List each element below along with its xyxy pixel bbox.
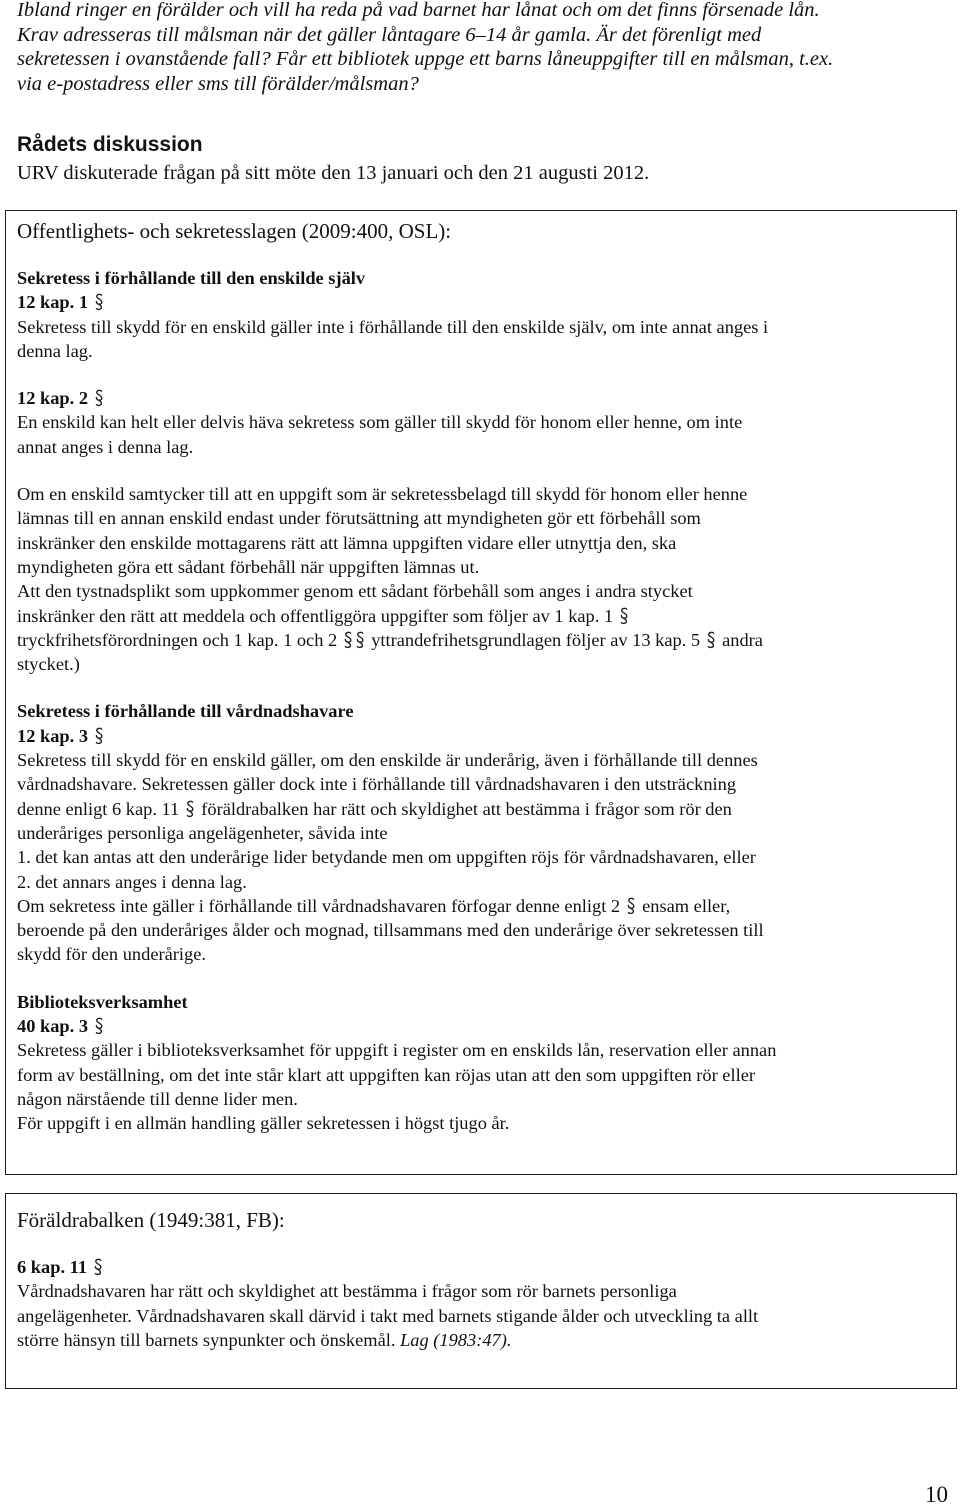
text-fragment: inskränker den rätt att meddela och offentliggöra uppgifter som följer av 1 kap. 1 [17, 605, 614, 626]
text-fragment: denne enligt 6 kap. 11 [17, 798, 180, 819]
text-line: vårdnadshavare. Sekretessen gäller dock inte i förhållande till vårdnadshavaren i den utsträckning [17, 774, 737, 795]
osl-title: Offentlighets- och sekretesslagen (2009:400, OSL): [17, 219, 452, 243]
page-number: 10 [925, 1482, 948, 1507]
text-line: denna lag. [17, 340, 93, 361]
section-heading: Sekretess i förhållande till den enskilde själv [17, 268, 366, 288]
text-line [17, 797, 946, 821]
text-fragment: tryckfrihetsförordningen och 1 kap. 1 och 2 [17, 629, 338, 650]
text-line: underåriges personliga angelägenheter, såvida inte [17, 822, 388, 843]
paragraph-reference [17, 1255, 946, 1279]
paragraph-ref-text: 12 kap. 2 [17, 388, 89, 409]
section-heading: Biblioteksverksamhet [17, 991, 188, 1012]
text-line: Om en enskild samtycker till att en uppgift som är sekretessbelagd till skydd för honom eller henne [17, 484, 748, 505]
text-line: beroende på den underåriges ålder och mognad, tillsammans med den underårige över sekretessen till [17, 920, 764, 941]
text-line [17, 1328, 946, 1352]
text-line: skydd för den underårige. [17, 944, 206, 965]
section-sign-icon [94, 389, 104, 407]
text-line: någon närstående till denne lider men. [17, 1088, 298, 1109]
section-sign-icon [355, 631, 365, 649]
text-line: 1. det kan antas att den underårige lider betydande men om uppgiften röjs för vårdnadshavaren, eller [17, 847, 756, 868]
section-sign-icon [343, 631, 353, 649]
paragraph-ref-text: 12 kap. 1 [17, 292, 89, 313]
section-sign-icon [185, 800, 195, 818]
text-line: myndigheten göra ett sådant förbehåll när uppgiften lämnas ut. [17, 556, 480, 577]
text-line: 2. det annars anges i denna lag. [17, 871, 247, 892]
section-sign-icon [94, 727, 104, 745]
text-fragment: ensam eller, [642, 895, 731, 916]
section-sign-icon [619, 607, 629, 625]
section-sign-icon [626, 897, 636, 915]
fb-title: Föräldrabalken (1949:381, FB): [17, 1208, 285, 1232]
section-sign-icon [93, 1258, 103, 1276]
paragraph-ref-text: 12 kap. 3 [17, 725, 89, 746]
text-fragment: föräldrabalken har rätt och skyldighet att bestämma i frågor som rör den [201, 798, 732, 819]
paragraph-reference [17, 724, 946, 748]
text-line: inskränker den enskilde mottagarens rätt att lämna uppgiften vidare eller utnyttja den, ska [17, 532, 677, 553]
law-citation: Lag (1983:47). [400, 1329, 512, 1350]
text-line [17, 628, 946, 652]
paragraph-reference [17, 290, 946, 314]
text-line [17, 894, 946, 918]
section-sign-icon [706, 631, 716, 649]
text-line: Att den tystnadsplikt som uppkommer genom ett sådant förbehåll som anges i andra stycket [17, 581, 693, 602]
paragraph-ref-text: 40 kap. 3 [17, 1016, 89, 1037]
text-line: angelägenheter. Vårdnadshavaren skall därvid i takt med barnets stigande ålder och utveckling ta allt [17, 1305, 759, 1326]
fb-law-box [5, 1193, 957, 1389]
section-heading: Sekretess i förhållande till vårdnadshavare [17, 701, 354, 722]
section-sign-icon [94, 1017, 104, 1035]
text-line [17, 604, 946, 628]
text-line: En enskild kan helt eller delvis häva sekretess som gäller till skydd för honom eller henne, om inte [17, 412, 743, 433]
text-fragment: Om sekretess inte gäller i förhållande till vårdnadshavaren förfogar denne enligt 2 [17, 895, 621, 916]
paragraph-reference [17, 386, 946, 410]
intro-line: Krav adresseras till målsman när det gäller låntagare 6–14 år gamla. Är det förenligt med [17, 23, 762, 46]
discussion-heading: Rådets diskussion [17, 133, 203, 156]
intro-line: via e-postadress eller sms till förälder/målsman? [17, 72, 419, 95]
intro-line: sekretessen i ovanstående fall? Får ett bibliotek uppge ett barns låneuppgifter till en målsman, t.ex. [17, 48, 834, 70]
text-fragment: yttrandefrihetsgrundlagen följer av 13 kap. 5 [371, 629, 701, 650]
text-line: Sekretess gäller i biblioteksverksamhet för uppgift i register om en enskilds lån, reservation eller annan [17, 1040, 777, 1061]
text-line: lämnas till en annan enskild endast under förutsättning att myndigheten gör ett förbehåll som [17, 508, 701, 529]
text-line: För uppgift i en allmän handling gäller sekretessen i högst tjugo år. [17, 1113, 510, 1134]
osl-law-box [5, 210, 957, 1175]
text-line: Vårdnadshavaren har rätt och skyldighet att bestämma i frågor som rör barnets personliga [17, 1281, 677, 1302]
text-fragment: större hänsyn till barnets synpunkter och önskemål. [17, 1329, 396, 1350]
section-sign-icon [94, 293, 104, 311]
intro-question [17, 0, 947, 96]
intro-line: Ibland ringer en förälder och vill ha reda på vad barnet har lånat och om det finns försenade lån. [17, 0, 820, 21]
text-fragment: andra [722, 629, 763, 650]
text-line: stycket.) [17, 654, 80, 675]
text-line: annat anges i denna lag. [17, 436, 194, 457]
paragraph-reference [17, 1014, 946, 1038]
discussion-text: URV diskuterade frågan på sitt möte den 13 januari och den 21 augusti 2012. [17, 162, 650, 184]
paragraph-ref-text: 6 kap. 11 [17, 1257, 88, 1277]
text-line: Sekretess till skydd för en enskild gäller, om den enskilde är underårig, även i förhållande till dennes [17, 750, 758, 771]
text-line: Sekretess till skydd för en enskild gäller inte i förhållande till den enskilde själv, om inte annat anges i [17, 316, 769, 337]
text-line: form av beställning, om det inte står klart att uppgiften kan röjas utan att den som uppgiften rör eller [17, 1064, 755, 1085]
